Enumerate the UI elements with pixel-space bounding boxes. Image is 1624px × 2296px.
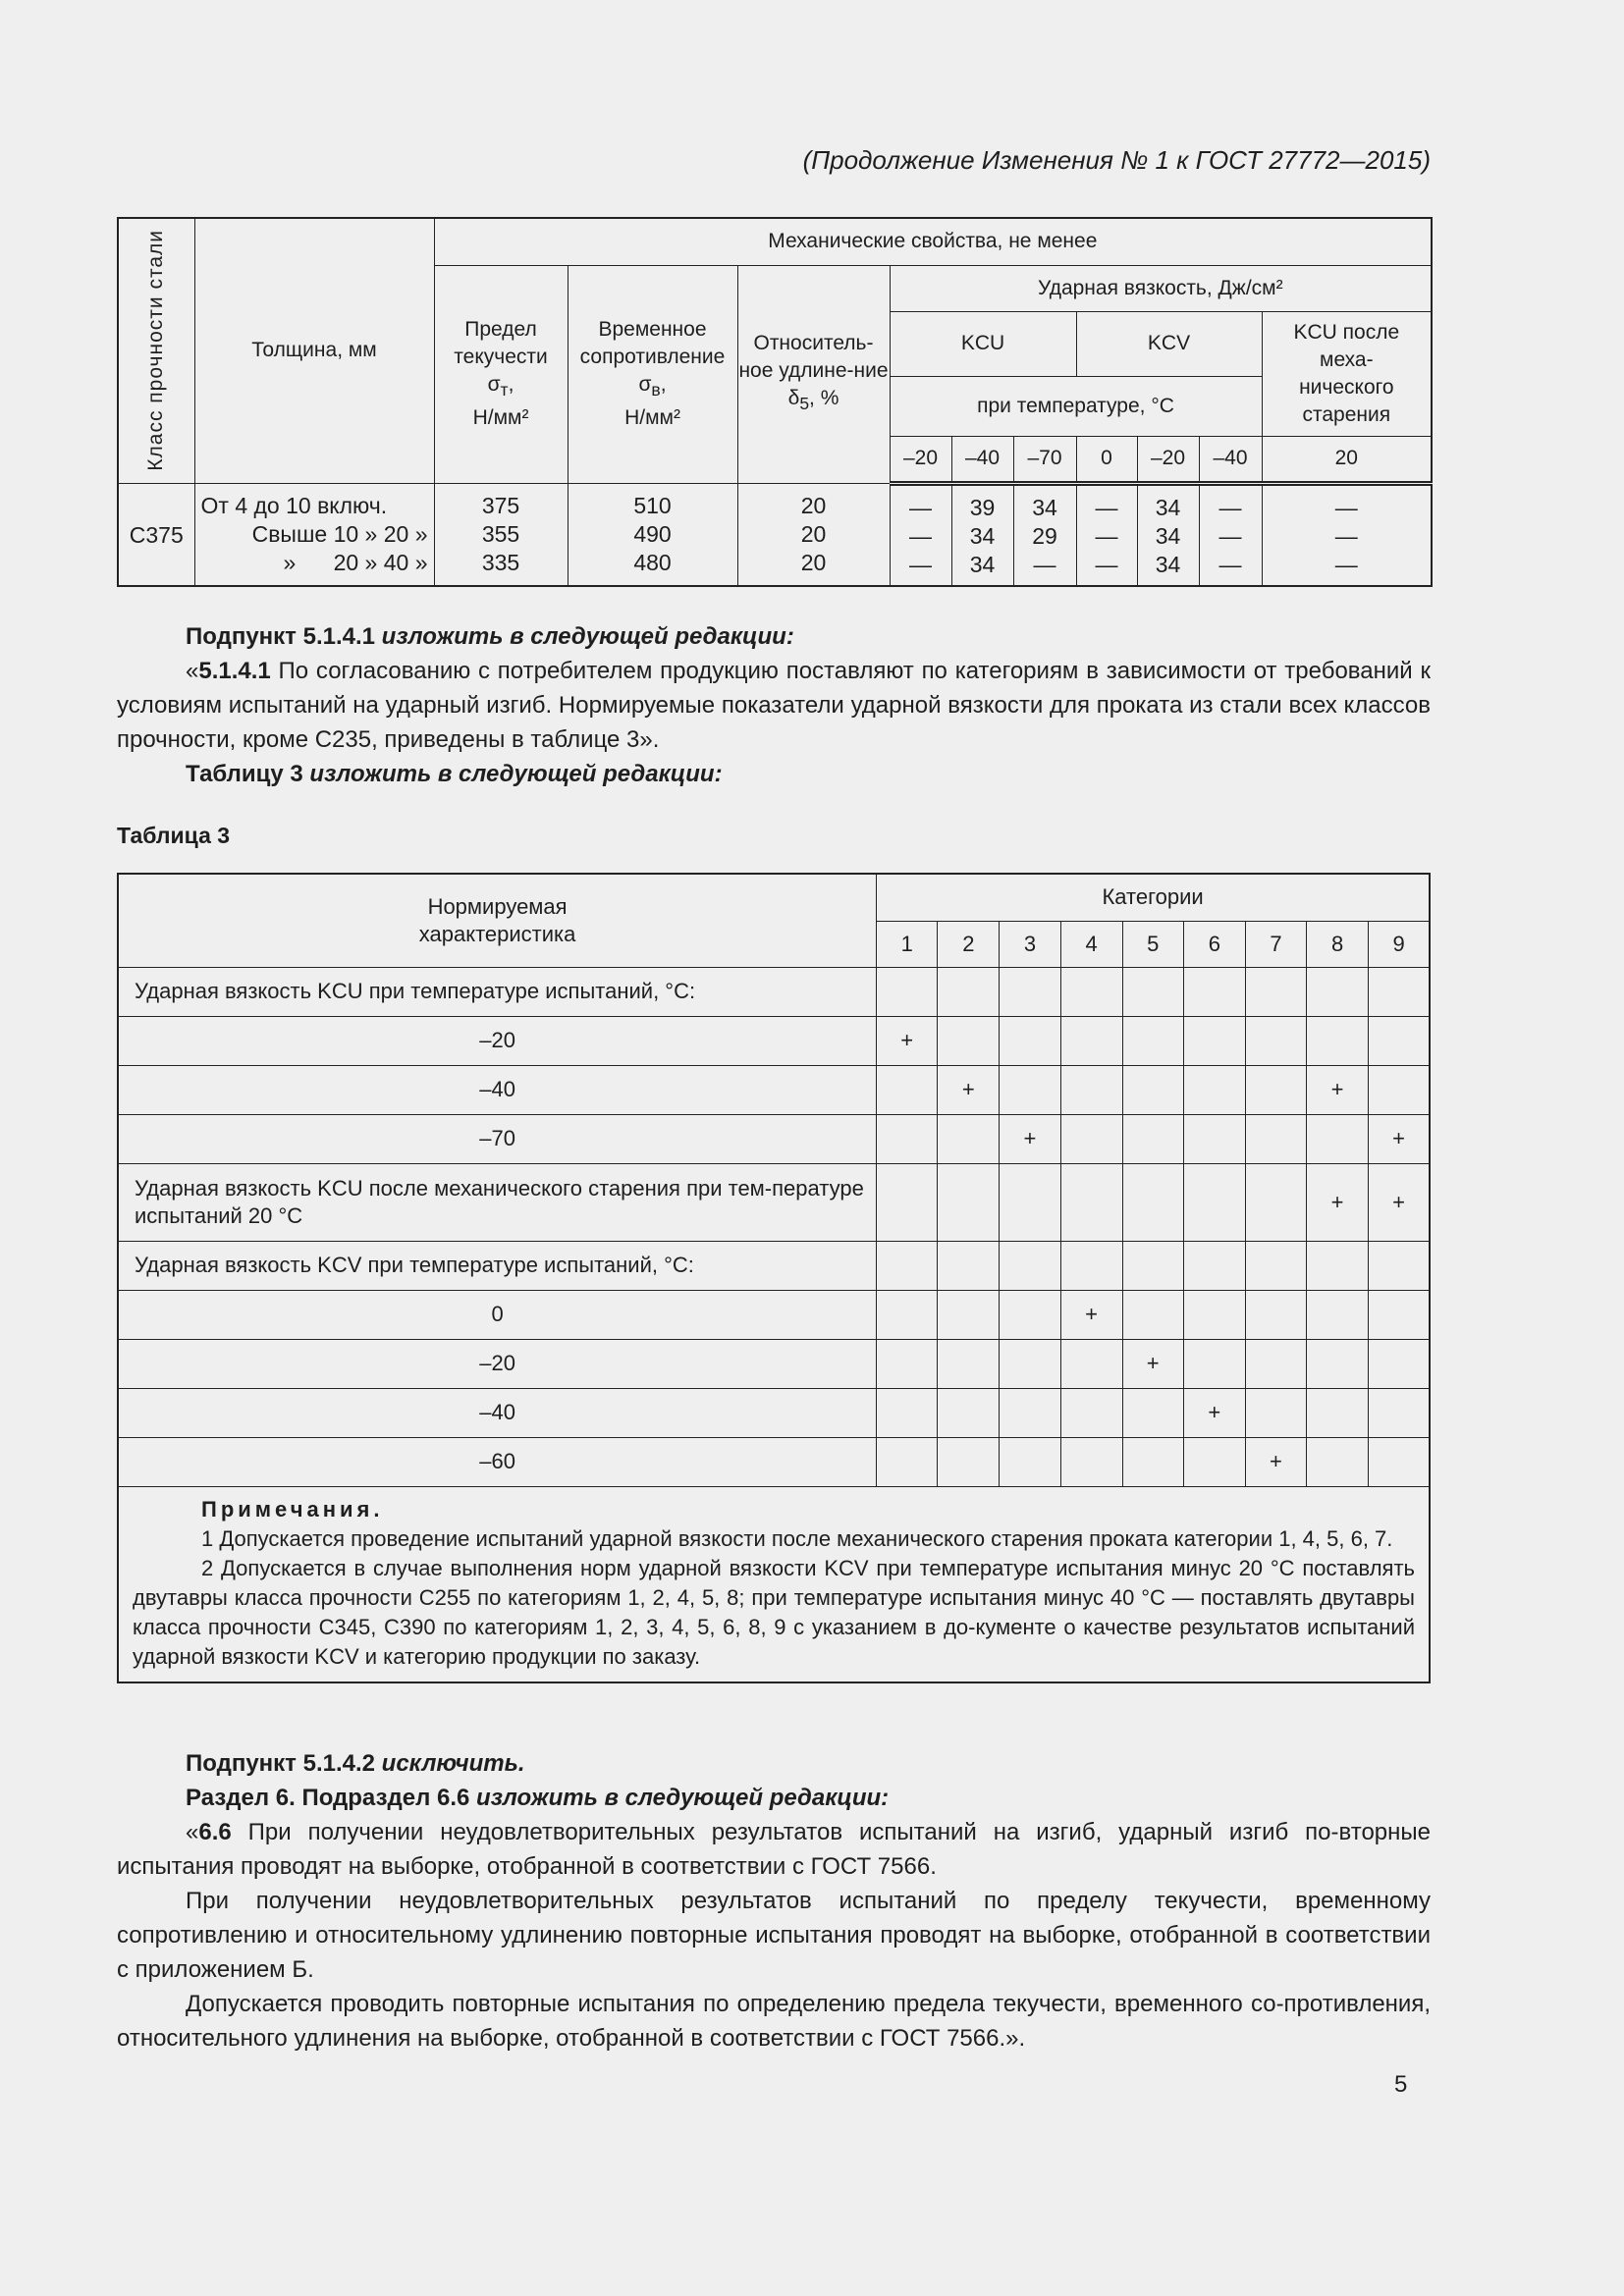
notes-title: Примечания. [201,1496,384,1522]
category-header: 6 [1183,921,1245,967]
category-mark-cell [1307,1290,1369,1339]
category-mark-cell [1183,1016,1245,1065]
category-mark-cell [1000,1290,1060,1339]
header-kcu: KCU [890,311,1076,376]
category-mark-cell [877,1437,938,1486]
category-mark-cell [1060,1163,1122,1241]
category-mark-cell [938,1163,1000,1241]
category-mark-cell [1000,1388,1060,1437]
table3-caption: Таблица 3 [117,823,231,848]
characteristic-cell: –20 [118,1016,877,1065]
temp-cell: –20 [890,436,951,483]
category-mark-cell [877,1339,938,1388]
category-mark-cell [938,1016,1000,1065]
characteristic-cell: –40 [118,1388,877,1437]
category-mark-cell [1369,1290,1430,1339]
header-impact: Ударная вязкость, Дж/см² [890,265,1432,311]
table-row [118,1241,1430,1290]
category-mark-cell [1060,1016,1122,1065]
category-mark-cell [877,1065,938,1114]
category-mark-cell [1369,1388,1430,1437]
category-header: 8 [1307,921,1369,967]
category-mark-cell [938,1437,1000,1486]
page-number: 5 [1394,2071,1408,2098]
category-header: 7 [1245,921,1306,967]
elongation-cell: 20 20 20 [737,483,890,586]
category-mark-cell [938,1114,1000,1163]
category-mark-cell [1060,967,1122,1016]
temp-cell: 0 [1076,436,1137,483]
impact-cell: — — — [1262,483,1432,586]
category-mark-cell [1122,1114,1183,1163]
category-mark-cell: + [1369,1163,1430,1241]
category-mark-cell [938,967,1000,1016]
temp-cell: 20 [1262,436,1432,483]
steel-class-cell: С375 [118,483,194,586]
table-row [118,1065,1430,1114]
category-mark-cell [1307,967,1369,1016]
category-mark-cell [1369,1437,1430,1486]
section-6-6: Подпункт 5.1.4.2 исключить. Раздел 6. Подраздел 6.6 изложить в следующей редакции: «6.6 При получении неудовлетворительных результатов испытаний на изгиб, ударный изгиб по-вторные испытания проводят на выборке, отобранной в соответствии с ГОСТ 7566. При получении неудовлетворительных результатов испытаний по пределу текучести, временному сопротивлению и относительному удлинению повторные испытания проводят на выборке, отобранной в соответствии с приложением Б. Допускается проводить повторные испытания по определению предела текучести, временного со-противления, относительного удлинения на выборке, отобранной в соответствии с ГОСТ 7566.». [117,1750,1431,2052]
category-mark-cell [877,967,938,1016]
note-1: 1 Допускается проведение испытаний ударной вязкости после механического старения проката категории 1, 4, 5, 6, 7. [201,1525,1393,1551]
characteristic-cell: –60 [118,1437,877,1486]
table-row [118,1437,1430,1486]
category-mark-cell: + [1122,1339,1183,1388]
impact-cell: — — — [890,483,951,586]
temp-cell: –40 [1199,436,1262,483]
category-mark-cell: + [1183,1388,1245,1437]
temp-cell: –40 [951,436,1013,483]
category-mark-cell [1000,1163,1060,1241]
category-mark-cell [1245,1065,1306,1114]
category-mark-cell [1245,1241,1306,1290]
header-elongation: Относитель-ное удлине-ние $\delta_5$, % [737,265,890,483]
category-mark-cell [1307,1339,1369,1388]
category-mark-cell [1307,1241,1369,1290]
category-mark-cell [1122,1163,1183,1241]
category-mark-cell [1183,1065,1245,1114]
category-mark-cell [1000,1339,1060,1388]
category-mark-cell [1307,1016,1369,1065]
category-mark-cell [1122,967,1183,1016]
category-mark-cell [877,1388,938,1437]
table-row [118,483,1432,586]
category-mark-cell [1122,1388,1183,1437]
category-mark-cell [1183,1114,1245,1163]
category-mark-cell [1369,1339,1430,1388]
table-row [118,1339,1430,1388]
category-mark-cell [1000,1437,1060,1486]
table-notes [118,1486,1430,1682]
category-mark-cell [938,1241,1000,1290]
category-mark-cell [1000,1241,1060,1290]
category-mark-cell [1060,1388,1122,1437]
category-mark-cell: + [1369,1114,1430,1163]
header-categories: Категории [877,874,1430,921]
category-mark-cell [1060,1241,1122,1290]
header-thickness: Толщина, мм [194,218,434,483]
category-mark-cell [1000,1065,1060,1114]
category-mark-cell [1122,1241,1183,1290]
category-mark-cell [938,1290,1000,1339]
category-mark-cell [1245,1290,1306,1339]
impact-cell: — — — [1076,483,1137,586]
header-yield: Предел текучести $\sigma_т$, Н/мм² [434,265,568,483]
characteristic-cell: –70 [118,1114,877,1163]
category-mark-cell [1183,1437,1245,1486]
mechanical-properties-table [117,217,1433,587]
category-header: 2 [938,921,1000,967]
characteristic-cell: 0 [118,1290,877,1339]
temp-cell: –70 [1013,436,1076,483]
category-header: 4 [1060,921,1122,967]
category-mark-cell [1183,1163,1245,1241]
category-mark-cell [1307,1437,1369,1486]
header-tensile: Временное сопротивление $\sigma_в$, Н/мм² [568,265,737,483]
category-mark-cell [877,1290,938,1339]
category-mark-cell [1245,1163,1306,1241]
category-mark-cell [1369,1065,1430,1114]
table-row [118,1290,1430,1339]
impact-cell: 39 34 34 [951,483,1013,586]
category-mark-cell [1183,1290,1245,1339]
category-mark-cell: + [1000,1114,1060,1163]
category-mark-cell [1000,967,1060,1016]
characteristic-cell: Ударная вязкость KCV при температуре испытаний, °С: [118,1241,877,1290]
yield-cell: 375 355 335 [434,483,568,586]
header-mech-properties: Механические свойства, не менее [434,218,1432,265]
table-row [118,967,1430,1016]
characteristic-cell: –40 [118,1065,877,1114]
category-mark-cell [1307,1114,1369,1163]
paragraph-5-1-4-1: Подпункт 5.1.4.1 изложить в следующей редакции: «5.1.4.1 По согласованию с потребителем продукцию поставляют по категориям в зависимости от требований к условиям испытаний на ударный изгиб. Нормируемые показатели ударной вязкости для проката из стали всех классов прочности, кроме С235, приведены в таблице 3». Таблицу 3 изложить в следующей редакции: [117,623,1431,787]
header-kcv: KCV [1076,311,1262,376]
category-header: 5 [1122,921,1183,967]
category-mark-cell [1245,1114,1306,1163]
characteristic-cell: Ударная вязкость KCU после механического старения при тем-пературе испытаний 20 °С [118,1163,877,1241]
category-mark-cell [1183,967,1245,1016]
category-mark-cell [1060,1339,1122,1388]
category-header: 3 [1000,921,1060,967]
table-row [118,1388,1430,1437]
category-header: 1 [877,921,938,967]
category-mark-cell: + [1307,1065,1369,1114]
impact-cell: 34 29 — [1013,483,1076,586]
category-mark-cell [1122,1437,1183,1486]
header-kcu-aged: KCU после меха-нического старения [1262,311,1432,436]
category-header: 9 [1369,921,1430,967]
category-mark-cell [1122,1065,1183,1114]
category-mark-cell [1307,1388,1369,1437]
category-mark-cell [1122,1016,1183,1065]
running-header: (Продолжение Изменения № 1 к ГОСТ 27772—2015) [802,145,1431,175]
category-mark-cell: + [877,1016,938,1065]
category-mark-cell: + [1307,1163,1369,1241]
category-mark-cell: + [1060,1290,1122,1339]
characteristic-cell: Ударная вязкость KCU при температуре испытаний, °С: [118,967,877,1016]
category-mark-cell [938,1388,1000,1437]
temp-cell: –20 [1137,436,1199,483]
category-mark-cell [938,1339,1000,1388]
category-mark-cell [1369,967,1430,1016]
table-row [118,1016,1430,1065]
category-mark-cell [1060,1437,1122,1486]
impact-cell: — — — [1199,483,1262,586]
category-mark-cell [877,1241,938,1290]
characteristic-cell: –20 [118,1339,877,1388]
category-mark-cell [1369,1241,1430,1290]
category-mark-cell [1060,1114,1122,1163]
table-row [118,1114,1430,1163]
category-mark-cell [1245,1339,1306,1388]
categories-table [117,873,1431,1683]
category-mark-cell [1122,1290,1183,1339]
thickness-cell: От 4 до 10 включ. Свыше 10 » 20 » » 20 » 40 » [194,483,434,586]
category-mark-cell [1183,1241,1245,1290]
category-mark-cell [1245,967,1306,1016]
category-mark-cell [877,1114,938,1163]
category-mark-cell [1245,1016,1306,1065]
header-at-temp: при температуре, °С [890,376,1262,436]
category-mark-cell: + [938,1065,1000,1114]
category-mark-cell [1369,1016,1430,1065]
impact-cell: 34 34 34 [1137,483,1199,586]
header-characteristic: Нормируемая характеристика [118,874,877,967]
category-mark-cell [1183,1339,1245,1388]
category-mark-cell [877,1163,938,1241]
tensile-cell: 510 490 480 [568,483,737,586]
category-mark-cell: + [1245,1437,1306,1486]
category-mark-cell [1000,1016,1060,1065]
category-mark-cell [1245,1388,1306,1437]
note-2: 2 Допускается в случае выполнения норм ударной вязкости KCV при температуре испытания минус 20 °С поставлять двутавры класса прочности С255 по категориям 1, 2, 4, 5, 8; при температуре испытания минус 40 °С — поставлять двутавры класса прочности С345, С390 по категориям 1, 2, 3, 4, 5, 6, 8, 9 с указанием в до-кументе о качестве результатов испытаний ударной вязкости KCV и категорию продукции по заказу. [133,1555,1415,1669]
header-steel-class: Класс прочности стали [118,218,194,483]
table-row [118,1163,1430,1241]
category-mark-cell [1060,1065,1122,1114]
